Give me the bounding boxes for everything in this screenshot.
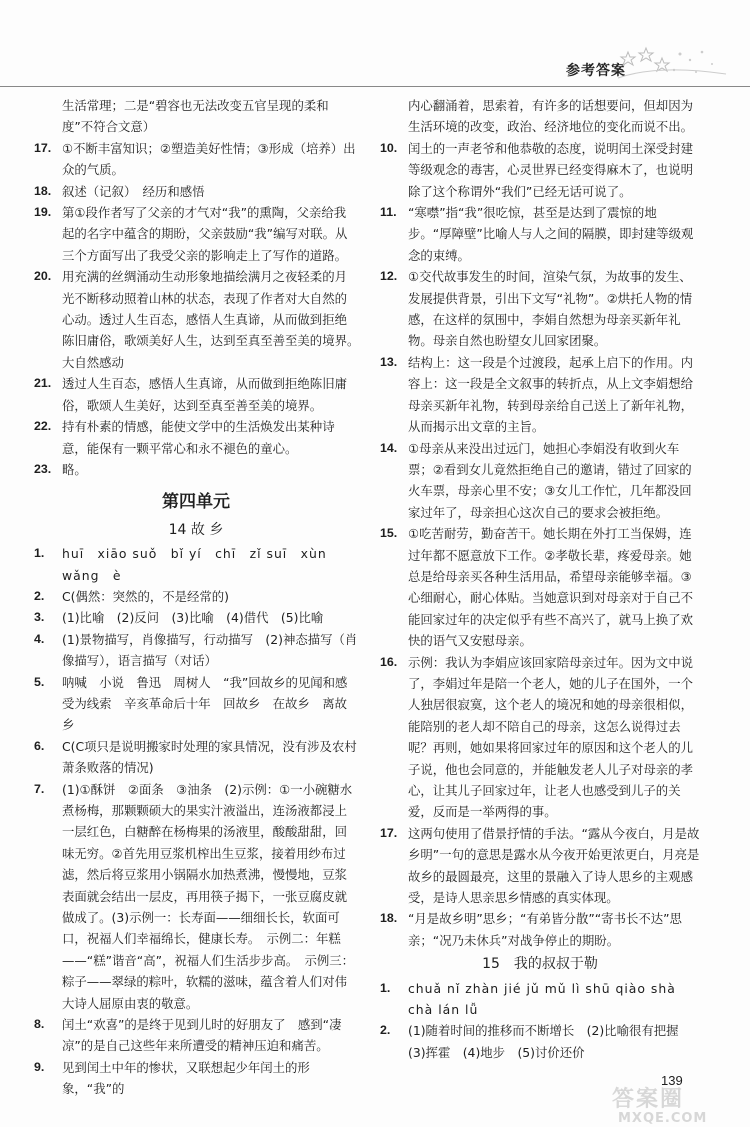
answer-item	[34, 416, 358, 459]
answer-number: 5.	[34, 674, 45, 689]
answer-item	[380, 823, 700, 909]
lesson-14-title: 14 故 乡	[168, 521, 224, 538]
answer-text: 内心翻涌着，思索着，有许多的话想要问，但却因为生活环境的改变，政治、经济地位的变化而说不出。	[408, 98, 693, 135]
answer-text: (1)随着时间的推移而不断增长 (2)比喻很有把握 (3)挥霍 (4)地步 (5)讨价还价	[408, 1023, 691, 1060]
answer-text: 结构上：这一段是个过渡段，起承上启下的作用。内容上：这一段是全文叙事的转折点，从上文李娟想给母亲买新年礼物，转到母亲给自己送上了新年礼物，从而揭示出文章的主旨。	[408, 354, 693, 435]
answer-number: 17.	[34, 140, 52, 155]
unit-title: 第四单元	[162, 492, 230, 513]
answer-text: ①母亲从来没出过远门，她担心李娟没有收到火车票；②看到女儿竟然拒绝自己的邀请，错过了回家的火车票，母亲心里不安；③女儿工作忙，几年都没回家过年了，母亲担心这次自己的要求会被拒绝。	[408, 440, 692, 520]
answer-number: 2.	[34, 588, 45, 603]
answer-text: 第①段作者写了父亲的才气对“我”的熏陶，父亲给我起的名字中蕴含的期盼，父亲鼓励“我”编写对联。从三个方面写出了我受父亲的影响走上了写作的道路。	[62, 205, 348, 263]
header-title: 参考答案	[566, 63, 626, 79]
answer-item	[34, 543, 358, 586]
answer-number: 4.	[34, 631, 45, 646]
header-divider	[0, 86, 750, 87]
answer-number: 10.	[380, 140, 398, 155]
answer-text: C(C项只是说明搬家时处理的家具情况，没有涉及农村萧条败落的情况)	[62, 738, 357, 776]
answer-text: chuǎ nǐ zhàn jié jǔ mǔ lì shū qiào shà chà lán lǚ	[408, 980, 676, 1018]
answer-number: 7.	[34, 781, 45, 796]
answer-text: 这两句使用了借景抒情的手法。“露从今夜白，月是故乡明”一句的意思是露水从今夜开始更浓更白，月亮是故乡的最圆最亮，这里的景融入了诗人思乡的主观感受，是诗人思亲思乡情感的真实体现。	[408, 825, 700, 906]
answer-item	[34, 1014, 358, 1057]
answer-text: (1)比喻 (2)反问 (3)比喻 (4)借代 (5)比喻	[62, 610, 324, 626]
answer-item	[34, 373, 358, 416]
answer-text: 呐喊 小说 鲁迅 周树人 “我”回故乡的见闻和感受为线索 辛亥革命后十年 回故乡 在故乡 离故乡	[62, 674, 348, 733]
answer-item	[380, 1020, 700, 1063]
answer-item	[380, 266, 700, 352]
answer-number: 18.	[380, 911, 398, 926]
answer-text: C(偶然：突然的，不是经常的)	[62, 588, 230, 604]
answer-item	[380, 95, 700, 138]
answer-number: 6.	[34, 738, 45, 753]
answer-text: 闰土的一声老爷和他恭敬的态度，说明闰土深受封建等级观念的毒害，心灵世界已经变得麻木了，也说明除了这个称谓外“我们”已经无话可说了。	[408, 140, 693, 199]
answer-text: 叙述（记叙） 经历和感悟	[62, 183, 205, 199]
answer-number: 13.	[380, 354, 398, 369]
answer-item	[34, 459, 358, 480]
answer-item	[380, 523, 700, 651]
answer-item	[34, 202, 358, 266]
answer-item	[380, 352, 700, 438]
answer-item	[34, 1057, 358, 1100]
answer-item	[34, 181, 358, 202]
answer-item	[34, 586, 358, 607]
answer-text: ①不断丰富知识；②塑造美好性情；③形成（培养）出众的气质。	[62, 140, 356, 178]
answer-text: ①吃苦耐劳，勤奋苦干。她长期在外打工当保姆，连过年都不愿意放下工作。②孝敬长辈，疼爱母亲。她总是给母亲买各种生活用品，希望母亲能够幸福。③心细耐心，耐心体贴。当她意识到对母亲对于自己不能回家过年的决定似乎有些不高兴了，就马上换了欢快的语气又安慰母亲。	[408, 526, 693, 649]
answer-text: 生活常理；二是“碧容也无法改变五官呈现的柔和度”不符合文意）	[62, 98, 329, 135]
answer-text: huī xiāo suǒ bǐ yí chī zǐ suī xùn wǎng è	[62, 546, 341, 583]
answer-number: 15.	[380, 526, 398, 541]
answer-number: 3.	[34, 610, 45, 625]
watermark-logo	[612, 1088, 748, 1126]
answer-text: “寒噤”指“我”很吃惊，甚至是达到了震惊的地步。“厚障壁”比喻人与人之间的隔膜，即封建等级观念的束缚。	[408, 205, 694, 263]
answer-item	[34, 672, 358, 736]
answer-number: 18.	[34, 183, 52, 198]
answer-number: 12.	[380, 269, 398, 284]
answer-text: 持有朴素的情感，能使文学中的生活焕发出某种诗意，能保有一颗平常心和永不褪色的童心。	[62, 419, 335, 456]
watermark-text: 答案圈	[612, 1087, 685, 1112]
answer-text: 透过人生百态，感悟人生真谛，从而做到拒绝陈旧庸俗，歌颂人生美好，达到至真至善至美的境界。	[62, 376, 347, 413]
answer-text: 见到闰土中年的惨状，又联想起少年闰土的形象，“我”的	[62, 1059, 310, 1097]
answer-number: 17.	[380, 825, 398, 840]
right-column	[380, 95, 700, 1063]
answer-number: 1.	[380, 980, 391, 995]
answer-number: 1.	[34, 546, 45, 561]
answer-number: 22.	[34, 419, 52, 434]
answer-text: 用充满的丝绸涌动生动形象地描绘满月之夜轻柔的月光不断移动照着山林的状态，表现了作者对大自然的心动。透过人生百态，感悟人生真谛，从而做到拒绝陈旧庸俗，歌颂美好人生，达到至真至善至美的境界。 大自然感动	[62, 269, 366, 370]
answer-number: 14.	[380, 440, 398, 455]
answer-item	[380, 438, 700, 524]
answer-item	[34, 95, 358, 138]
answer-item	[380, 978, 700, 1021]
answer-text: (1)①酥饼 ②面条 ③油条 (2)示例：①一小碗糖水煮杨梅，那颗颗硕大的果实汁液溢出，连汤液都浸上一层红色，白糖醉在杨梅果的汤液里，酸酸甜甜，回味无穷。②首先用豆浆机榨出生豆浆，接着用纱布过滤，然后将豆浆用小锅隔水加热煮沸，慢慢地，豆浆表面就会结出一层皮，再用筷子揭下，一张豆腐皮就做成了。(3)示例一：长寿面——细细长长，软面可口，祝福人们幸福绵长，健康长寿。 示例二：年糕——“糕”谐音“高”，祝福人们生活步步高。 示例三：粽子——翠绿的粽叶，软糯的滋味，蕴含着人们对伟大诗人屈原由衷的敬意。	[62, 781, 355, 1011]
answer-text: 略。	[62, 461, 87, 477]
answer-item	[34, 736, 358, 779]
watermark-url: MXQE.COM	[618, 1111, 708, 1126]
answer-text: “月是故乡明”思乡；“有弟皆分散”“寄书长不达”思亲；“况乃未休兵”对战争停止的期盼。	[408, 911, 682, 948]
lesson-15-title: 15 我的叔叔于勒	[482, 956, 598, 973]
answer-item	[380, 202, 700, 266]
answer-number: 8.	[34, 1017, 45, 1032]
answer-item	[380, 138, 700, 202]
answer-item	[34, 629, 358, 672]
answer-number: 21.	[34, 376, 52, 391]
decorative-stars-icon	[618, 44, 728, 80]
answer-number: 19.	[34, 205, 52, 220]
answer-text: (1)景物描写，肖像描写，行动描写 (2)神态描写（肖像描写），语言描写（对话）	[62, 631, 358, 669]
answer-number: 2.	[380, 1023, 391, 1038]
answer-item	[34, 266, 366, 373]
answer-number: 16.	[380, 654, 398, 669]
answer-item	[34, 779, 358, 1014]
left-column	[34, 95, 366, 1100]
answer-number: 20.	[34, 269, 52, 284]
answer-text: ①交代故事发生的时间，渲染气氛，为故事的发生、发展提供背景，引出下文写“礼物”。②烘托人物的情感，在这样的氛围中，李娟自然想为母亲买新年礼物。母亲自然也盼望女儿回家团聚。	[408, 269, 693, 349]
answer-number: 11.	[380, 205, 397, 220]
answer-text: 闰土“欢喜”的是终于见到儿时的好朋友了 感到“凄凉”的是自己这些年来所遭受的精神压迫和痛苦。	[62, 1017, 342, 1054]
answer-number: 9.	[34, 1059, 45, 1074]
answer-text: 示例：我认为李娟应该回家陪母亲过年。因为文中说了，李娟过年是陪一个老人，她的儿子在国外，一个人独居很寂寞，这个老人的境况和她的母亲很相似，能陪别的老人却不陪自己的母亲，这怎么说得过去呢？再则，她如果将回家过年的原因和这个老人的儿子说，他也会同意的，并能触发老人儿子对母亲的孝心，让其儿子回家过年，让老人也感受到儿子的关爱，反而是一举两得的事。	[408, 654, 693, 820]
answer-item	[34, 607, 358, 628]
answer-number: 23.	[34, 461, 52, 476]
page-number: 139	[661, 1073, 683, 1088]
answer-item	[34, 138, 358, 181]
answer-item	[380, 652, 700, 823]
answer-item	[380, 908, 700, 951]
